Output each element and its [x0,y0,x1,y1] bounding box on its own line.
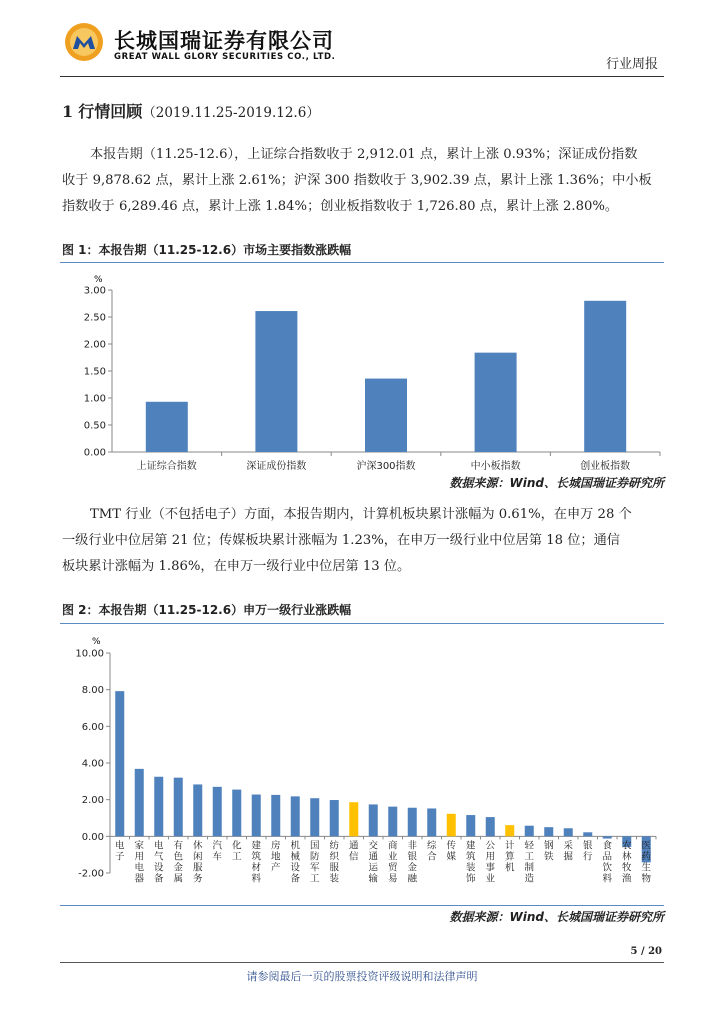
x-tick-label: 有色金属 [173,840,184,885]
figure-2-bottom-rule [60,905,664,906]
bar [271,795,280,836]
tmt-paragraph [62,502,662,580]
x-tick-label: 轻工制造 [524,840,535,885]
x-tick-label: 化工 [231,840,242,863]
y-tick-label: 2.00 [83,339,106,351]
bar [466,815,475,836]
bar [255,311,297,452]
x-tick-label: 上证综合指数 [136,461,197,472]
x-tick-label: 钢铁 [543,840,554,863]
bar [349,802,358,836]
bar [213,787,222,837]
paragraph-line: 收于 9,878.62 点，累计上涨 2.61%；沪深 300 指数收于 3,902.39 点，累计上涨 1.36%；中小板 [62,173,652,188]
x-tick-label: 通信 [348,840,359,863]
x-tick-label: 机械设备 [290,840,301,885]
bar [603,836,612,838]
y-unit-label: % [94,275,103,285]
bar [115,691,124,836]
bar [544,827,553,836]
figure-2-source: 数据来源：Wind、长城国瑞证券研究所 [449,910,664,924]
x-tick-label: 传媒 [446,840,457,863]
bar [135,769,144,836]
section-title: 行情回顾 [78,102,143,121]
figure-1-top-rule [60,262,664,263]
x-tick-label: 纺织服装 [329,840,340,885]
y-tick-label: 2.50 [83,312,106,324]
bar [388,807,397,837]
figure-1-title: 图 1：本报告期（11.25-12.6）市场主要指数涨跌幅 [62,243,352,257]
bar [232,790,241,837]
y-unit-label: % [92,637,101,647]
y-tick-label: 1.00 [83,393,106,405]
industry-change-chart [60,627,664,905]
y-tick-label: -2.00 [78,868,104,880]
x-tick-label: 综合 [426,840,437,863]
x-tick-label: 采掘 [563,840,574,863]
x-tick-label: 商业贸易 [387,840,398,885]
page-number: 5 / 20 [630,946,662,957]
market-review-paragraph [62,142,662,220]
bar [525,826,534,837]
bar [369,804,378,836]
company-name-en: GREAT WALL GLORY SECURITIES CO., LTD. [114,52,336,62]
y-tick-label: 6.00 [81,721,104,733]
bar [584,301,626,452]
bar [330,800,339,836]
bar [365,379,407,452]
x-tick-label: 电气设备 [153,840,164,885]
section-number: 1 [62,102,74,121]
header-divider [60,76,664,77]
paragraph-line: 板块累计涨幅为 1.86%，在申万一级行业中位居第 13 位。 [62,559,411,574]
y-tick-label: 3.00 [83,285,106,297]
y-tick-label: 0.00 [83,447,106,459]
y-tick-label: 0.50 [83,420,106,432]
figure-2-top-rule [60,623,664,624]
x-tick-label: 建筑材料 [251,840,262,885]
figure-2-title: 图 2：本报告期（11.25-12.6）申万一级行业涨跌幅 [62,603,352,617]
y-tick-label: 8.00 [81,685,104,697]
x-tick-label: 建筑装饰 [465,840,476,885]
x-tick-label: 农林牧渔 [621,840,632,885]
y-tick-label: 0.00 [81,831,104,843]
footer-divider [60,962,664,963]
bar [291,796,300,836]
bar [154,777,163,837]
index-change-chart [60,266,664,478]
x-tick-label: 休闲服务 [192,840,203,885]
figure-1-source: 数据来源：Wind、长城国瑞证券研究所 [449,476,664,490]
disclaimer-text: 请参阅最后一页的股票投资评级说明和法律声明 [246,970,478,983]
x-tick-label: 电子 [114,840,125,863]
y-tick-label: 1.50 [83,366,106,378]
x-tick-label: 沪深300指数 [356,461,416,472]
bar [486,817,495,836]
x-tick-label: 房地产 [270,840,281,874]
y-tick-label: 10.00 [75,648,104,660]
x-tick-label: 银行 [582,840,593,863]
paragraph-line: 一级行业中位居第 21 位；传媒板块累计涨幅为 1.23%，在申万一级行业中位居第 18 位；通信 [62,533,620,548]
bar [408,808,417,837]
x-tick-label: 非银金融 [407,840,418,885]
x-tick-label: 深证成份指数 [246,461,307,472]
bar [146,402,188,452]
bar [193,784,202,836]
section-period: （2019.11.25-2019.12.6） [142,105,320,121]
x-tick-label: 创业板指数 [580,461,631,472]
paragraph-line: TMT 行业（不包括电子）方面，本报告期内，计算机板块累计涨幅为 0.61%，在申万 28 个 [90,507,632,522]
bar [252,795,261,837]
x-tick-label: 公用事业 [485,840,496,885]
bar [583,832,592,836]
y-tick-label: 2.00 [81,795,104,807]
bar [564,828,573,836]
document-type: 行业周报 [605,57,658,72]
bar [174,778,183,837]
paragraph-line: 本报告期（11.25-12.6），上证综合指数收于 2,912.01 点，累计上涨 0.93%；深证成份指数 [90,147,638,162]
bar [447,814,456,837]
bar [427,808,436,836]
x-tick-label: 国防军工 [309,840,320,885]
section-heading [62,99,320,122]
x-tick-label: 汽车 [212,840,223,863]
y-tick-label: 4.00 [81,758,104,770]
x-tick-label: 交通运输 [368,840,379,885]
company-name-cn: 长城国瑞证券有限公司 [114,29,334,53]
great-wall-glory-logo-icon [64,22,104,62]
x-tick-label: 家用电器 [134,840,145,885]
x-tick-label: 中小板指数 [470,461,521,472]
x-tick-label: 计算机 [504,840,515,874]
paragraph-line: 指数收于 6,289.46 点，累计上涨 1.84%；创业板指数收于 1,726.80 点，累计上涨 2.80%。 [62,199,619,214]
bar [310,798,319,836]
x-tick-label: 食品饮料 [602,840,613,885]
bar [475,353,517,452]
x-tick-label: 医药生物 [641,840,652,885]
bar [505,825,514,836]
